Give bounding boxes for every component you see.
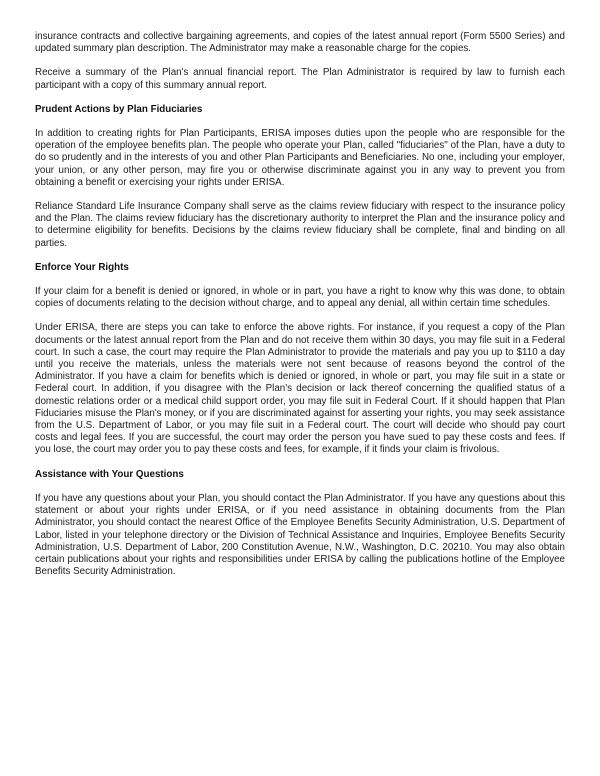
prudent-actions-paragraph: In addition to creating rights for Plan Participants, ERISA imposes duties upon the people who are responsible for the operation of the employee benefits plan. The people who operate your Plan, called "fiduciaries" of the Plan, have a duty to do so prudently and in the interests of you and other Plan Participants and Beneficiaries. No one, including your employer, your union, or any other person, may fire you or otherwise discriminate against you in any way to prevent you from obtaining a benefit or exercising your rights under ERISA. xyxy=(35,128,565,188)
heading-enforce-your-rights: Enforce Your Rights xyxy=(35,261,129,273)
heading-assistance-questions: Assistance with Your Questions xyxy=(35,468,184,480)
heading-prudent-actions: Prudent Actions by Plan Fiduciaries xyxy=(35,103,203,115)
claims-review-fiduciary-paragraph: Reliance Standard Life Insurance Company shall serve as the claims review fiduciary with respect to the insurance policy and the Plan. The claims review fiduciary has the discretionary authority to interpret the Plan and the insurance policy and to determine eligibility for benefits. Decisions by the claims review fiduciary shall be complete, final and binding on all parties. xyxy=(35,201,565,249)
summary-annual-report-paragraph: Receive a summary of the Plan's annual financial report. The Plan Administrator is required by law to furnish each participant with a copy of this summary annual report. xyxy=(35,67,565,91)
document-content xyxy=(35,31,565,590)
continuation-paragraph: insurance contracts and collective bargaining agreements, and copies of the latest annual report (Form 5500 Series) and updated summary plan description. The Administrator may make a reasonable charge for the copies. xyxy=(35,31,565,55)
assistance-paragraph: If you have any questions about your Plan, you should contact the Plan Administrator. If you have any questions about this statement or about your rights under ERISA, or if you need assistance in obtaining documents from the Plan Administrator, you should contact the nearest Office of the Employee Benefits Security Administration, U.S. Department of Labor, listed in your telephone directory or the Division of Technical Assistance and Inquiries, Employee Benefits Security Administration, U.S. Department of Labor, 200 Constitution Avenue, N.W., Washington, D.C. 20210. You may also obtain certain publications about your rights and responsibilities under ERISA by calling the publications hotline of the Employee Benefits Security Administration. xyxy=(35,492,565,578)
erisa-enforcement-paragraph: Under ERISA, there are steps you can take to enforce the above rights. For instance, if you request a copy of the Plan documents or the latest annual report from the Plan and do not receive them within 30 days, you may file suit in a Federal court. In such a case, the court may require the Plan Administrator to provide the materials and pay you up to $110 a day until you receive the materials, unless the materials were not sent because of reasons beyond the control of the Administrator. If you have a claim for benefits which is denied or ignored, in whole or part, you may file suit in a state or Federal court. In addition, if you disagree with the Plan's decision or lack thereof concerning the qualified status of a domestic relations order or a medical child support order, you may file suit in Federal Court. If it should happen that Plan Fiduciaries misuse the Plan's money, or if you are discriminated against for asserting your rights, you may seek assistance from the U.S. Department of Labor, or you may file suit in a Federal court. The court will decide who should pay court costs and legal fees. If you are successful, the court may order the person you have sued to pay these costs and fees. If you lose, the court may order you to pay these costs and fees, for example, if it finds your claim is frivolous. xyxy=(35,322,565,456)
claim-denied-paragraph: If your claim for a benefit is denied or ignored, in whole or in part, you have a right to know why this was done, to obtain copies of documents relating to the decision without charge, and to appeal any denial, all within certain time schedules. xyxy=(35,286,565,310)
